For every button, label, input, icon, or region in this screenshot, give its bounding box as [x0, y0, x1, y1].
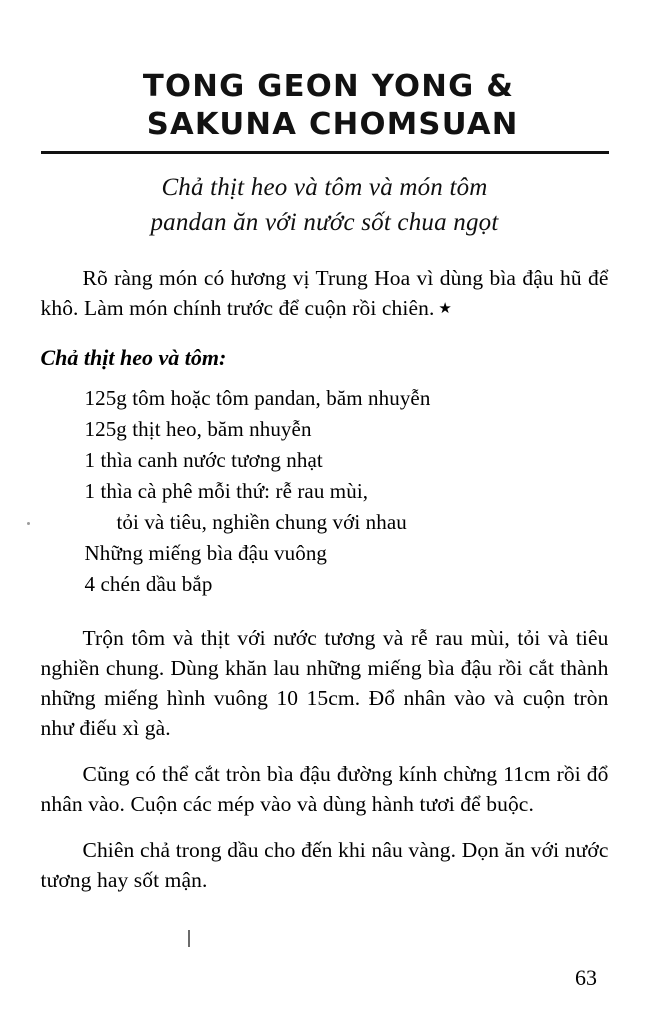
- header-divider: [41, 151, 609, 154]
- page-number: 63: [575, 965, 597, 990]
- list-item: 1 thìa canh nước tương nhạt: [84, 448, 323, 473]
- step-paragraph: Chiên chả trong dầu cho đến khi nâu vàng. Dọn ăn với nước tương hay sốt mận.: [40, 838, 609, 893]
- intro-paragraph: [41, 263, 609, 323]
- intro-text: Rõ ràng món có hương vị Trung Hoa vì dùng bìa đậu hũ để khô. Làm món chính trước để cuộn rồi chiên.: [40, 265, 609, 320]
- recipe-title-line-2: pandan ăn với nước sốt chua ngọt: [150, 209, 499, 237]
- list-item: 125g tôm hoặc tôm pandan, băm nhuyễn: [84, 385, 431, 410]
- scan-artifact: [27, 522, 30, 525]
- recipe-title-line-1: Chả thịt heo và tôm và món tôm: [161, 173, 488, 201]
- page-body: [41, 241, 609, 895]
- step-paragraph: Cũng có thể cắt tròn bìa đậu đường kính chừng 11cm rồi đổ nhân vào. Cuộn các mép vào và dùng hành tươi để buộc.: [40, 761, 609, 816]
- author-line-2: SAKUNA CHOMSUAN: [146, 107, 519, 143]
- recipe-title: [0, 170, 649, 241]
- list-item: 125g thịt heo, băm nhuyễn: [84, 417, 312, 442]
- page-header: [0, 0, 649, 154]
- ingredients-heading: Chả thịt heo và tôm:: [40, 344, 227, 370]
- list-item: Những miếng bìa đậu vuông: [84, 541, 328, 566]
- star-icon: ★: [438, 300, 452, 317]
- list-item: 4 chén dầu bắp: [84, 572, 213, 597]
- list-item: 1 thìa cà phê mỗi thứ: rễ rau mùi,: [84, 479, 369, 504]
- list-item: tỏi và tiêu, nghiền chung với nhau: [116, 510, 407, 535]
- ingredients-list: [41, 383, 609, 601]
- author-line-1: TONG GEON YONG &: [142, 69, 515, 104]
- scan-artifact: [188, 930, 190, 947]
- step-paragraph: Trộn tôm và thịt với nước tương và rễ rau mùi, tỏi và tiêu nghiền chung. Dùng khăn lau những miếng bìa đậu rồi cắt thành những miếng hình vuông 10 15cm. Đổ nhân vào và cuộn tròn như điếu xì gà.: [40, 625, 609, 740]
